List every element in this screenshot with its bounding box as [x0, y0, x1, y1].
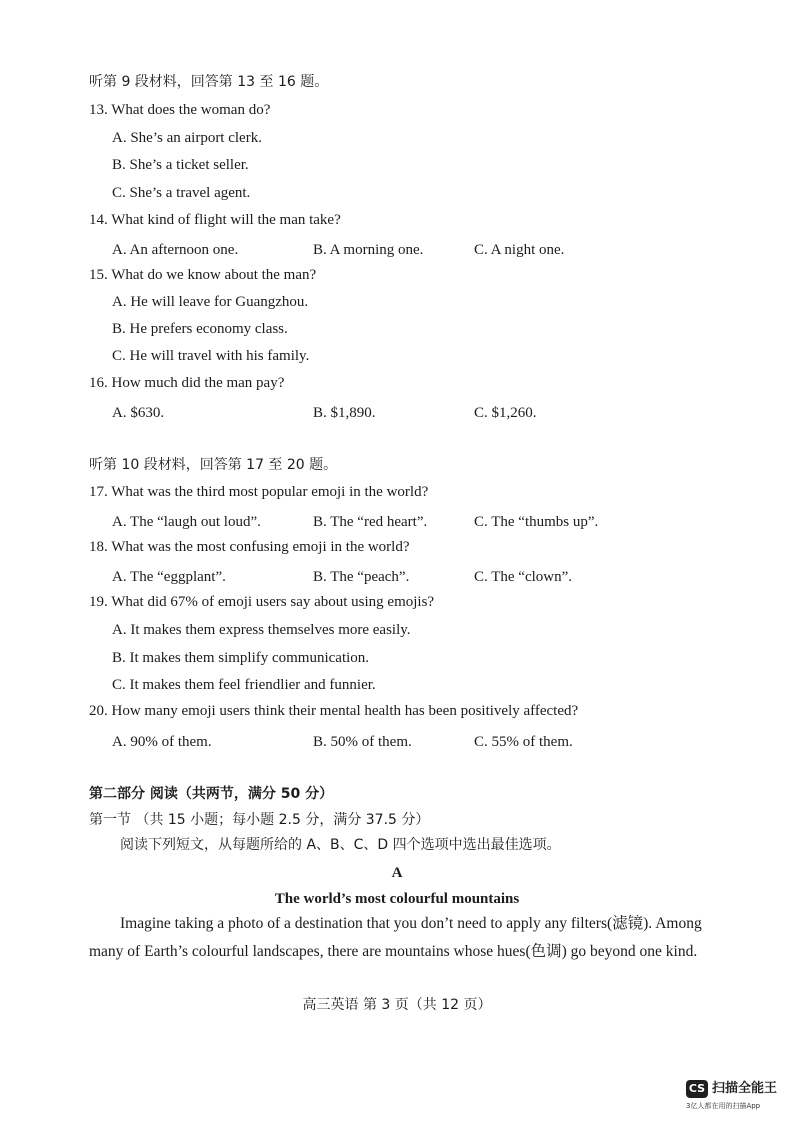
- option: C. The “clown”.: [474, 569, 573, 585]
- scanner-name: 扫描全能王: [712, 1081, 778, 1096]
- option: B. $1,890.: [313, 405, 376, 421]
- paragraph-line: Imagine taking a photo of a destination that you don’t need to apply any filters(滤镜). Among: [120, 915, 702, 932]
- question: 18. What was the most confusing emoji in the world?: [89, 539, 410, 555]
- section-header: 听第 10 段材料，回答第 17 至 20 题。: [89, 457, 338, 473]
- section-header: 听第 9 段材料，回答第 13 至 16 题。: [89, 74, 329, 90]
- option: A. $630.: [112, 405, 165, 421]
- question: 13. What does the woman do?: [89, 102, 271, 118]
- option: A. The “eggplant”.: [112, 569, 226, 585]
- passage-title: The world’s most colourful mountains: [274, 891, 520, 907]
- option: C. The “thumbs up”.: [474, 514, 599, 530]
- page-footer: 高三英语 第 3 页（共 12 页）: [302, 997, 492, 1013]
- option: C. It makes them feel friendlier and funnier.: [112, 677, 376, 693]
- option: A. 90% of them.: [112, 734, 212, 750]
- question: 16. How much did the man pay?: [89, 375, 285, 391]
- part-title: 第二部分 阅读（共两节，满分 50 分）: [89, 786, 334, 802]
- section-title: 第一节 （共 15 小题；每小题 2.5 分，满分 37.5 分）: [89, 812, 430, 828]
- question: 20. How many emoji users think their mental health has been positively affected?: [89, 703, 579, 719]
- question: 17. What was the third most popular emoji in the world?: [89, 484, 429, 500]
- option: C. He will travel with his family.: [112, 348, 310, 364]
- cs-logo-icon: CS: [686, 1080, 708, 1098]
- option: B. A morning one.: [313, 242, 424, 258]
- question: 19. What did 67% of emoji users say about using emojis?: [89, 594, 435, 610]
- option: B. The “peach”.: [313, 569, 410, 585]
- option: A. He will leave for Guangzhou.: [112, 294, 309, 310]
- scanner-watermark: [686, 1080, 782, 1112]
- option: A. She’s an airport clerk.: [112, 130, 262, 146]
- question: 14. What kind of flight will the man take?: [89, 212, 341, 228]
- option: A. An afternoon one.: [112, 242, 239, 258]
- option: B. He prefers economy class.: [112, 321, 288, 337]
- option: C. She’s a travel agent.: [112, 185, 251, 201]
- option: B. 50% of them.: [313, 734, 412, 750]
- option: B. She’s a ticket seller.: [112, 157, 249, 173]
- option: A. It makes them express themselves more easily.: [112, 622, 411, 638]
- paragraph-line: many of Earth’s colourful landscapes, there are mountains whose hues(色调) go beyond one kind.: [89, 943, 698, 960]
- option: B. The “red heart”.: [313, 514, 428, 530]
- option: C. A night one.: [474, 242, 565, 258]
- option: A. The “laugh out loud”.: [112, 514, 261, 530]
- instruction: 阅读下列短文，从每题所给的 A、B、C、D 四个选项中选出最佳选项。: [120, 837, 561, 853]
- option: C. 55% of them.: [474, 734, 573, 750]
- scanner-tagline: 3亿人都在用的扫描App: [686, 1102, 761, 1110]
- question: 15. What do we know about the man?: [89, 267, 317, 283]
- passage-letter: A: [391, 865, 403, 881]
- option: C. $1,260.: [474, 405, 537, 421]
- option: B. It makes them simplify communication.: [112, 650, 370, 666]
